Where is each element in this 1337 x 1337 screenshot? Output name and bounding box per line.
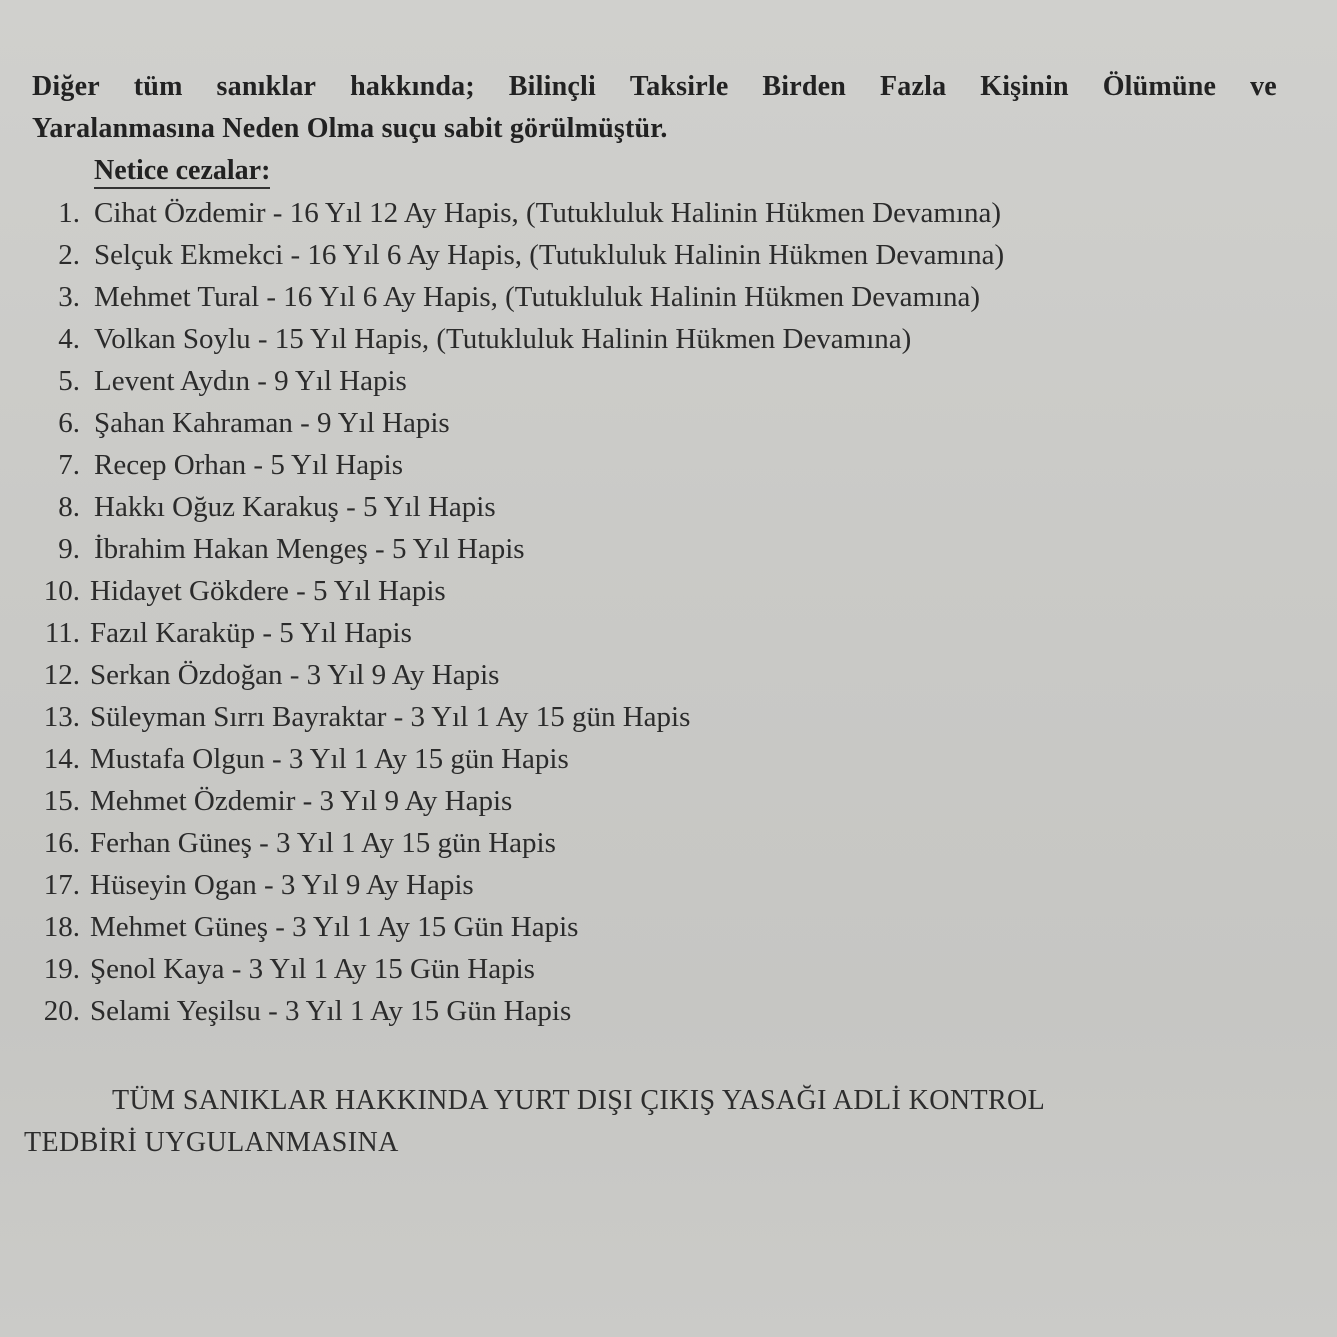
- sentence-item: [30, 780, 1004, 822]
- sentence-text: Hidayet Gökdere - 5 Yıl Hapis: [90, 575, 446, 607]
- sentence-item: [30, 990, 1004, 1032]
- intro-word: hakkında;: [350, 71, 475, 102]
- intro-word: sanıklar: [216, 71, 317, 102]
- sentence-text: Mehmet Güneş - 3 Yıl 1 Ay 15 Gün Hapis: [90, 911, 579, 943]
- sentence-text: Recep Orhan - 5 Yıl Hapis: [94, 449, 403, 481]
- sentence-item: [30, 360, 1004, 402]
- sentence-text: Süleyman Sırrı Bayraktar - 3 Yıl 1 Ay 15 gün Hapis: [90, 701, 691, 733]
- sentence-text: Şenol Kaya - 3 Yıl 1 Ay 15 Gün Hapis: [90, 953, 535, 985]
- sentence-item: [30, 864, 1004, 906]
- sentence-text: Ferhan Güneş - 3 Yıl 1 Ay 15 gün Hapis: [90, 827, 556, 859]
- sentence-number: 20.: [43, 995, 80, 1027]
- sentence-number: 14.: [43, 743, 80, 775]
- sentence-item: [30, 234, 1004, 276]
- sentence-item: [30, 948, 1004, 990]
- sentence-number: 7.: [58, 449, 80, 481]
- sentence-number: 15.: [43, 785, 80, 817]
- sentence-item: [30, 444, 1004, 486]
- sentence-text: Mehmet Tural - 16 Yıl 6 Ay Hapis, (Tutukluluk Halinin Hükmen Devamına): [94, 281, 981, 313]
- intro-word: ve: [1250, 71, 1277, 102]
- sentence-text: Serkan Özdoğan - 3 Yıl 9 Ay Hapis: [90, 659, 500, 691]
- sentence-text: Selçuk Ekmekci - 16 Yıl 6 Ay Hapis, (Tutukluluk Halinin Hükmen Devamına): [94, 239, 1005, 271]
- sentence-text: Şahan Kahraman - 9 Yıl Hapis: [94, 407, 450, 439]
- sentence-number: 13.: [43, 701, 80, 733]
- sentence-number: 16.: [43, 827, 80, 859]
- sentence-text: Levent Aydın - 9 Yıl Hapis: [94, 365, 407, 397]
- sentence-item: [30, 192, 1004, 234]
- sentence-text: Selami Yeşilsu - 3 Yıl 1 Ay 15 Gün Hapis: [90, 995, 572, 1027]
- sentence-item: [30, 570, 1004, 612]
- intro-word: Kişinin: [980, 71, 1069, 102]
- sentence-item: [30, 528, 1004, 570]
- sentence-item: [30, 906, 1004, 948]
- sentence-number: 18.: [43, 911, 80, 943]
- intro-word: tüm: [133, 71, 183, 102]
- sentence-item: [30, 612, 1004, 654]
- sentence-item: [30, 402, 1004, 444]
- sentence-number: 8.: [58, 491, 80, 523]
- sentence-text: Volkan Soylu - 15 Yıl Hapis, (Tutukluluk Halinin Hükmen Devamına): [94, 323, 912, 355]
- sentence-number: 19.: [43, 953, 80, 985]
- sentence-text: Hüseyin Ogan - 3 Yıl 9 Ay Hapis: [90, 869, 474, 901]
- sentence-item: [30, 822, 1004, 864]
- intro-word: Taksirle: [629, 71, 729, 102]
- intro-line-2: Yaralanmasına Neden Olma suçu sabit görülmüştür.: [32, 113, 668, 144]
- intro-word: Fazla: [879, 71, 947, 102]
- sentences-list: [30, 192, 1004, 1032]
- intro-line-1: [32, 66, 1277, 108]
- sentence-text: Fazıl Karaküp - 5 Yıl Hapis: [90, 617, 412, 649]
- sentence-text: Mehmet Özdemir - 3 Yıl 9 Ay Hapis: [90, 785, 513, 817]
- closing-line-1: TÜM SANIKLAR HAKKINDA YURT DIŞI ÇIKIŞ YASAĞI ADLİ KONTROL: [112, 1085, 1046, 1116]
- sentence-number: 6.: [58, 407, 80, 439]
- sentence-item: [30, 738, 1004, 780]
- sentence-item: [30, 696, 1004, 738]
- sentence-item: [30, 654, 1004, 696]
- sentence-number: 5.: [58, 365, 80, 397]
- sentences-heading: Netice cezalar:: [94, 151, 270, 189]
- sentence-number: 9.: [58, 533, 80, 565]
- intro-word: Diğer: [32, 71, 100, 102]
- sentence-number: 3.: [58, 281, 80, 313]
- closing-line-2: TEDBİRİ UYGULANMASINA: [24, 1127, 399, 1158]
- sentence-text: Cihat Özdemir - 16 Yıl 12 Ay Hapis, (Tutukluluk Halinin Hükmen Devamına): [94, 197, 1001, 229]
- sentence-number: 2.: [58, 239, 80, 271]
- sentence-number: 10.: [43, 575, 80, 607]
- intro-word: Bilinçli: [508, 71, 596, 102]
- sentence-text: Hakkı Oğuz Karakuş - 5 Yıl Hapis: [94, 491, 496, 523]
- sentence-item: [30, 276, 1004, 318]
- sentence-number: 4.: [58, 323, 80, 355]
- sentence-item: [30, 318, 1004, 360]
- intro-word: Birden: [762, 71, 847, 102]
- closing-paragraph: [24, 1080, 1274, 1164]
- sentence-text: İbrahim Hakan Mengeş - 5 Yıl Hapis: [94, 533, 525, 565]
- intro-paragraph: [32, 66, 1277, 150]
- sentence-item: [30, 486, 1004, 528]
- sentence-number: 12.: [43, 659, 80, 691]
- sentence-number: 1.: [58, 197, 80, 229]
- sentence-number: 11.: [44, 617, 80, 649]
- intro-word: Ölümüne: [1102, 71, 1217, 102]
- sentence-number: 17.: [43, 869, 80, 901]
- sentence-text: Mustafa Olgun - 3 Yıl 1 Ay 15 gün Hapis: [90, 743, 569, 775]
